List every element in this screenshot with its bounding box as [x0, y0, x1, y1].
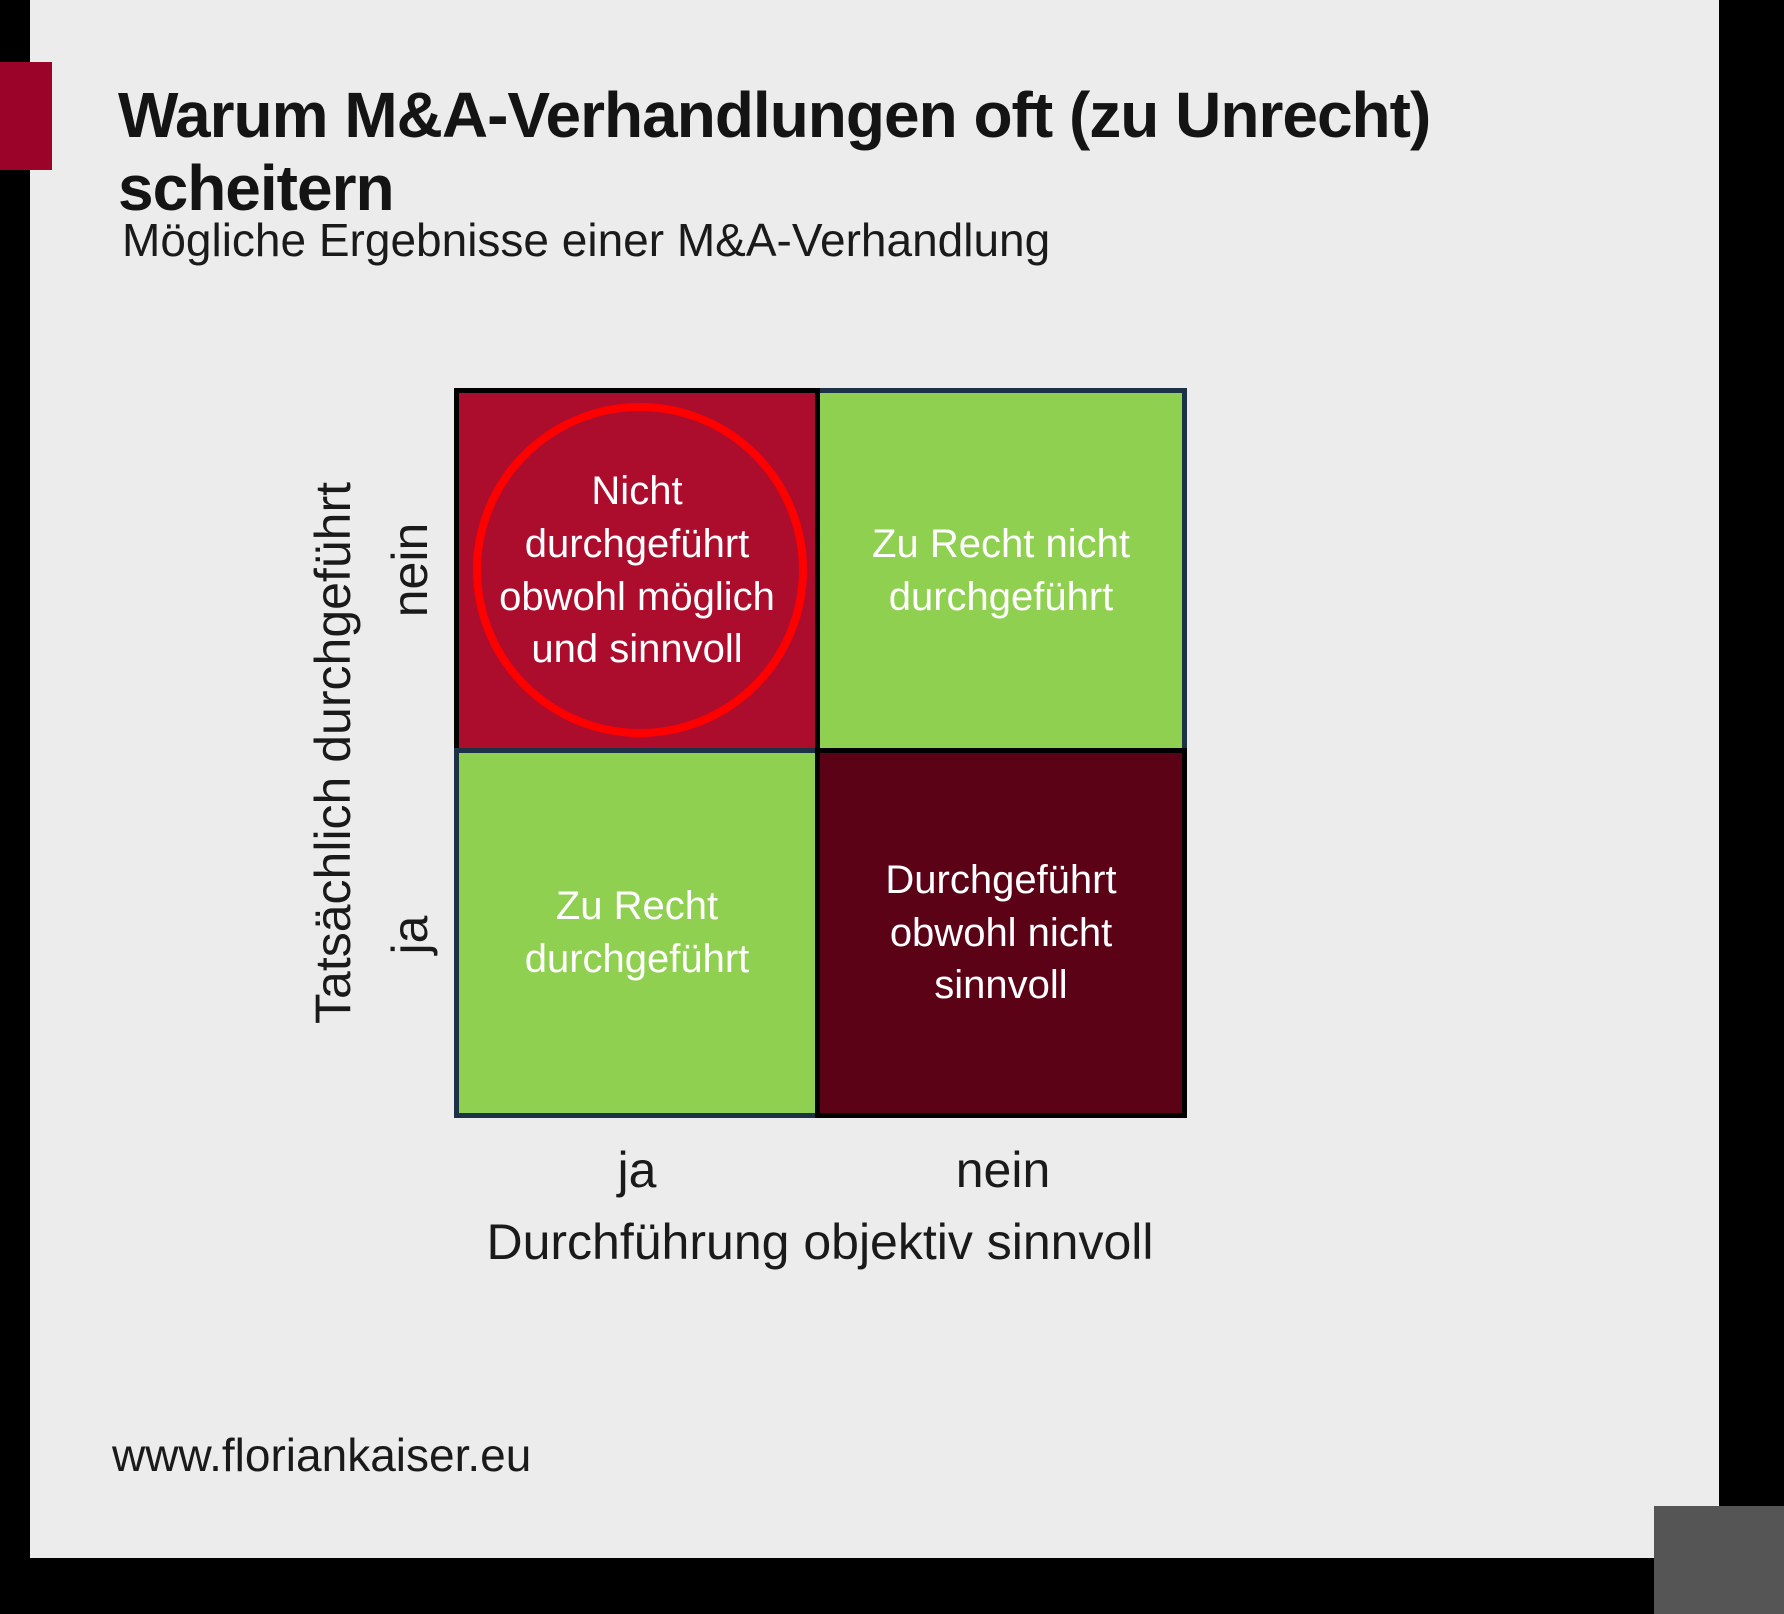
quadrant-done-though-not-sensible	[815, 748, 1187, 1118]
quadrant-label: Zu Recht durchgeführt	[524, 884, 750, 981]
subtitle: Mögliche Ergebnisse einer M&A-Verhandlung	[122, 214, 1051, 266]
y-axis-tick-ja: ja	[382, 915, 438, 955]
quadrant-label: Nicht durchgeführt obwohl möglich und sinnvoll	[499, 468, 775, 672]
x-axis-title: Durchführung objektiv sinnvoll	[486, 1214, 1154, 1270]
corner-decoration	[1654, 1506, 1784, 1614]
y-axis-tick-nein: nein	[382, 522, 438, 618]
accent-bar	[0, 62, 52, 170]
x-axis-tick-ja: ja	[617, 1142, 657, 1198]
quadrant-label: Durchgeführt obwohl nicht sinnvoll	[885, 857, 1117, 1008]
slide-surface	[30, 0, 1719, 1558]
quadrant-not-done-though-sensible	[454, 388, 820, 753]
page-title-line2: scheitern	[118, 151, 394, 224]
quadrant-label: Zu Recht nicht durchgeführt	[872, 521, 1130, 619]
page-title	[118, 79, 1478, 225]
quadrant-rightly-not-done	[815, 388, 1187, 753]
two-by-two-matrix	[454, 388, 1187, 1118]
y-axis-title: Tatsächlich durchgeführt	[305, 482, 361, 1024]
footer-url: www.floriankaiser.eu	[112, 1429, 532, 1481]
x-axis-tick-nein: nein	[955, 1142, 1051, 1198]
quadrant-rightly-done	[454, 748, 820, 1118]
page-title-line1: Warum M&A-Verhandlungen oft (zu Unrecht)	[118, 78, 1431, 151]
